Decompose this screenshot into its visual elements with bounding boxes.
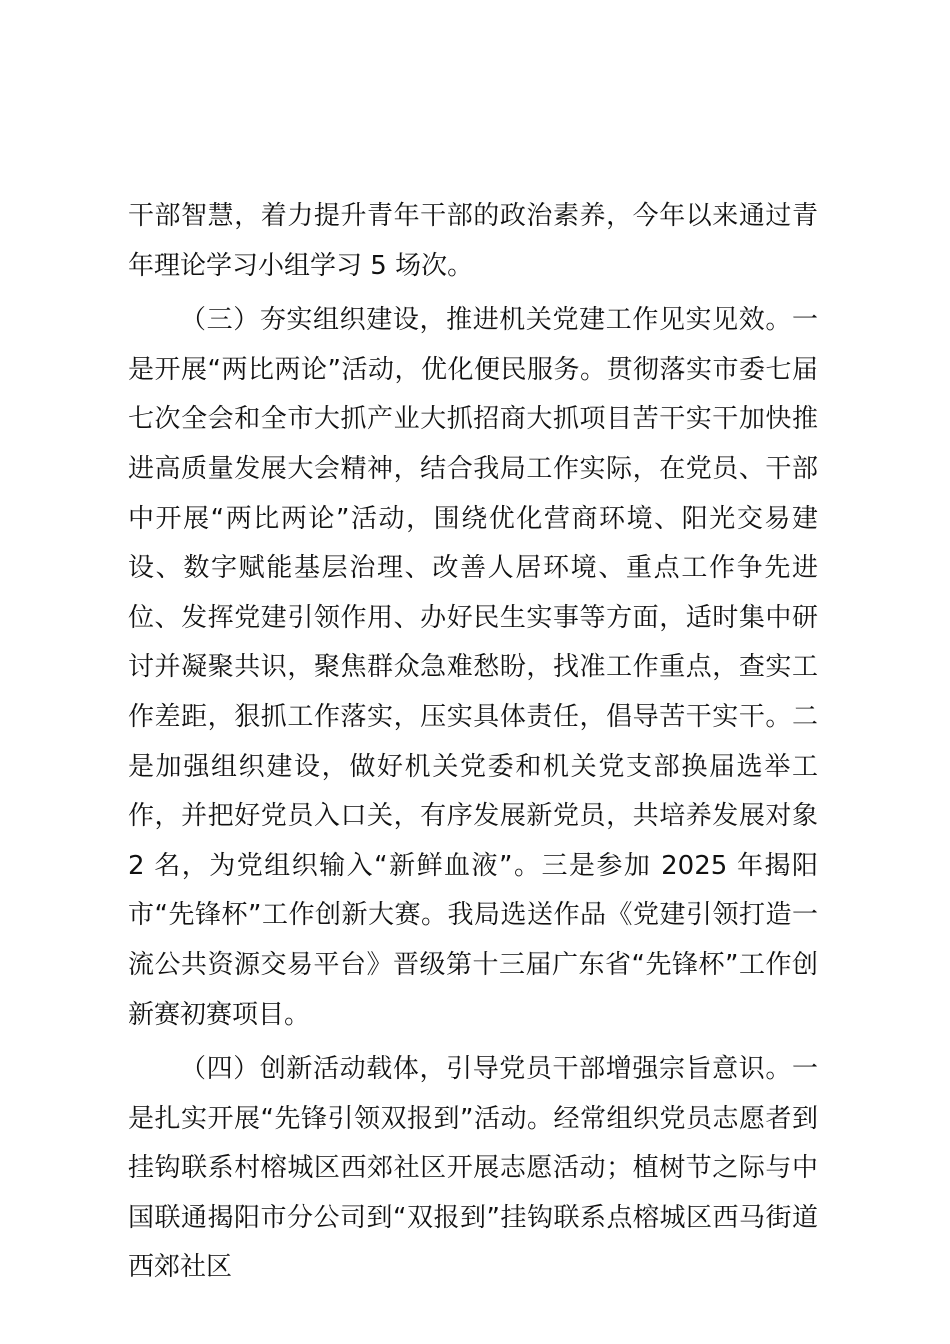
paragraph-2: （三）夯实组织建设，推进机关党建工作见实见效。一是开展“两比两论”活动，优化便民服务。贯彻落实市委七届七次全会和全市大抓产业大抓招商大抓项目苦干实干加快推进高质量发展大会精神，结合我局工作实际，在党员、干部中开展“两比两论”活动，围绕优化营商环境、阳光交易建设、数字赋能基层治理、改善人居环境、重点工作争先进位、发挥党建引领作用、办好民生实事等方面，适时集中研讨并凝聚共识，聚焦群众急难愁盼，找准工作重点，查实工作差距，狠抓工作落实，压实具体责任，倡导苦干实干。二是加强组织建设，做好机关党委和机关党支部换届选举工作，并把好党员入口关，有序发展新党员，共培养发展对象 2 名，为党组织输入“新鲜血液”。三是参加 2025 年揭阳市“先锋杯”工作创新大赛。我局选送作品《党建引领打造一流公共资源交易平台》晋级第十三届广东省“先锋杯”工作创新赛初赛项目。 [128,305,818,1030]
paragraph-3: （四）创新活动载体，引导党员干部增强宗旨意识。一是扎实开展“先锋引领双报到”活动。经常组织党员志愿者到挂钩联系村榕城区西郊社区开展志愿活动；植树节之际与中国联通揭阳市分公司到“双报到”挂钩联系点榕城区西马街道西郊社区 [128,1054,818,1283]
paragraph-1: 干部智慧，着力提升青年干部的政治素养，今年以来通过青年理论学习小组学习 5 场次。 [128,201,818,281]
body-text [128,192,818,1293]
